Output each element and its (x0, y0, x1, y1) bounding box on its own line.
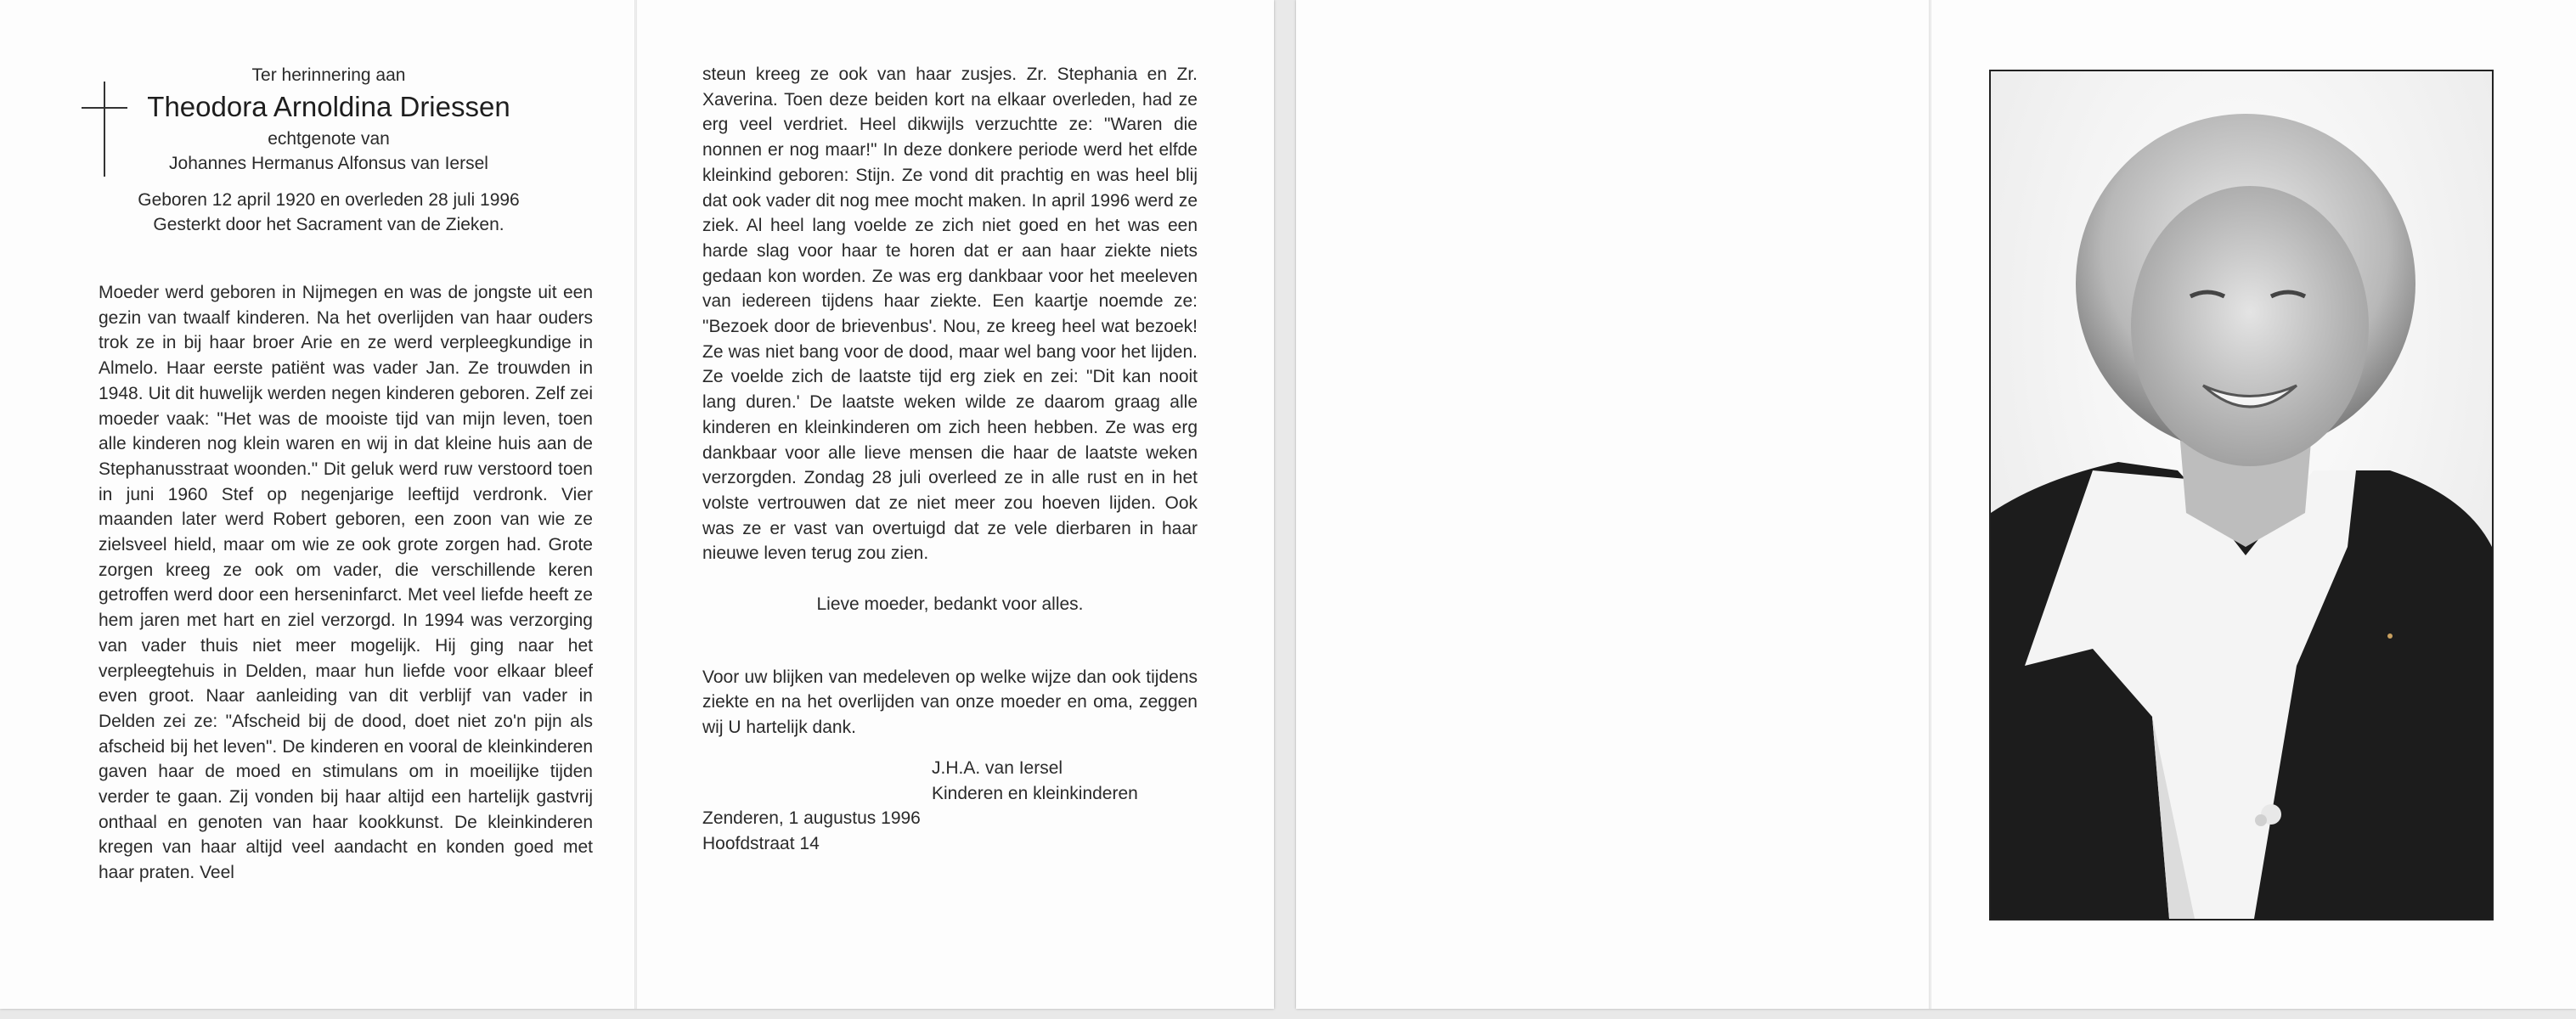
place-block (702, 806, 1198, 856)
biography-text-1: Moeder werd geboren in Nijmegen en was de jongste uit een gezin van twaalf kinderen. Na het overlijden van haar ouders trok ze in bij haar broer Arie en ze werd verpleegkundige in Almelo. Haar eerste patiënt was vader Jan. Ze trouwden in 1948. Uit dit huwelijk werden negen kinderen geboren. Zelf zei moeder vaak: "Het was de mooiste tijd van mijn leven, toen alle kinderen nog klein waren en wij in dat kleine huis aan de Stephanusstraat woonden." Dit geluk werd ruw verstoord toen in juni 1960 Stef op negenjarige leeftijd verdronk. Vier maanden later werd Robert geboren, een zoon van wie ze zielsveel hield, maar om wie ze ook grote zorgen had. Grote zorgen kreeg ze ook om vader, die verschillende keren getroffen werd door een herseninfarct. Met veel liefde heeft ze hem jaren met hart en ziel verzorgd. In 1994 was verzorging van vader thuis niet meer mogelijk. Hij ging naar het verpleegtehuis in Delden, maar hun liefde voor elkaar bleef even groot. Naar aanleiding van dit verblijf van vader in Delden zei ze: "Afscheid bij de dood, doet niet zo'n pijn als afscheid bij het leven". De kinderen en vooral de kleinkinderen gaven haar de moed en stimulans om in moeilijke tijden verder te gaan. Zij vonden bij haar altijd een hartelijk gastvrij onthaal en genoten van haar kookkunst. De kleinkinderen kregen van haar altijd veel aandacht en konden goed met haar praten. Veel (99, 283, 593, 883)
memorial-card-photo-spread (1296, 0, 2576, 1009)
acknowledgement-text: Voor uw blijken van medeleven op welke wijze dan ook tijdens ziekte en na het overlijden van onze moeder en oma, zeggen wij U hartelijk dank. (702, 667, 1198, 738)
card-fold (634, 0, 637, 1009)
signature-name: J.H.A. van Iersel (932, 757, 1063, 778)
cross-icon-vertical (104, 82, 105, 177)
biography-column-1 (99, 280, 593, 886)
memorial-card-text-spread (0, 0, 1274, 1009)
portrait-icon (1991, 71, 2492, 919)
spouse-intro: echtgenote van (268, 129, 390, 149)
address: Hoofdstraat 14 (702, 833, 820, 853)
cross-icon-horizontal (82, 107, 127, 109)
signature-block (932, 756, 1198, 806)
sacrament-line: Gesterkt door het Sacrament van de Zieken. (153, 215, 504, 234)
thanks-line: Lieve moeder, bedankt voor alles. (816, 594, 1084, 615)
deceased-name: Theodora Arnoldina Driessen (147, 91, 510, 122)
birth-death-dates: Geboren 12 april 1920 en overleden 28 juli 1996 (138, 190, 520, 210)
header-intro: Ter herinnering aan (251, 65, 406, 85)
place-date: Zenderen, 1 augustus 1996 (702, 808, 921, 829)
portrait-photo (1989, 70, 2494, 920)
memorial-header (127, 63, 530, 237)
biography-text-2: steun kreeg ze ook van haar zusjes. Zr. Stephania en Zr. Xaverina. Toen deze beiden kort na elkaar overleden, had ze erg veel verdriet. Heel dikwijls verzuchtte ze: "Waren die nonnen er nog maar!" In deze donkere periode werd het elfde kleinkind geboren: Stijn. Ze vond dit prachtig en was heel blij dat ook vader dit nog mee mocht maken. In april 1996 werd ze ziek. Al heel lang voelde ze zich niet goed en het was een harde slag voor haar te horen dat er aan haar ziekte niets gedaan kon worden. Ze was erg dankbaar voor het meeleven van iedereen tijdens haar ziekte. Een kaartje noemde ze: "Bezoek door de brievenbus'. Nou, ze kreeg heel wat bezoek! Ze was niet bang voor de dood, maar wel bang voor het lijden. Ze voelde zich de laatste tijd erg ziek en zei: "Dit kan nooit lang duren.' De laatste weken wilde ze daarom graag alle kinderen en kleinkinderen om zich heen hebben. Ze was erg dankbaar voor alle lieve mensen die haar de laatste weken verzorgden. Zondag 28 juli overleed ze in alle rust en in het volste vertrouwen dat ze niet meer zou hoeven lijden. Ook was ze er vast van overtuigd dat ze vele dierbaren in haar nieuwe leven terug zou zien. (702, 65, 1198, 564)
signature-family: Kinderen en kleinkinderen (932, 783, 1138, 803)
biography-column-2 (702, 62, 1198, 857)
card-fold (1929, 0, 1931, 1009)
spouse-name: Johannes Hermanus Alfonsus van Iersel (169, 154, 488, 173)
